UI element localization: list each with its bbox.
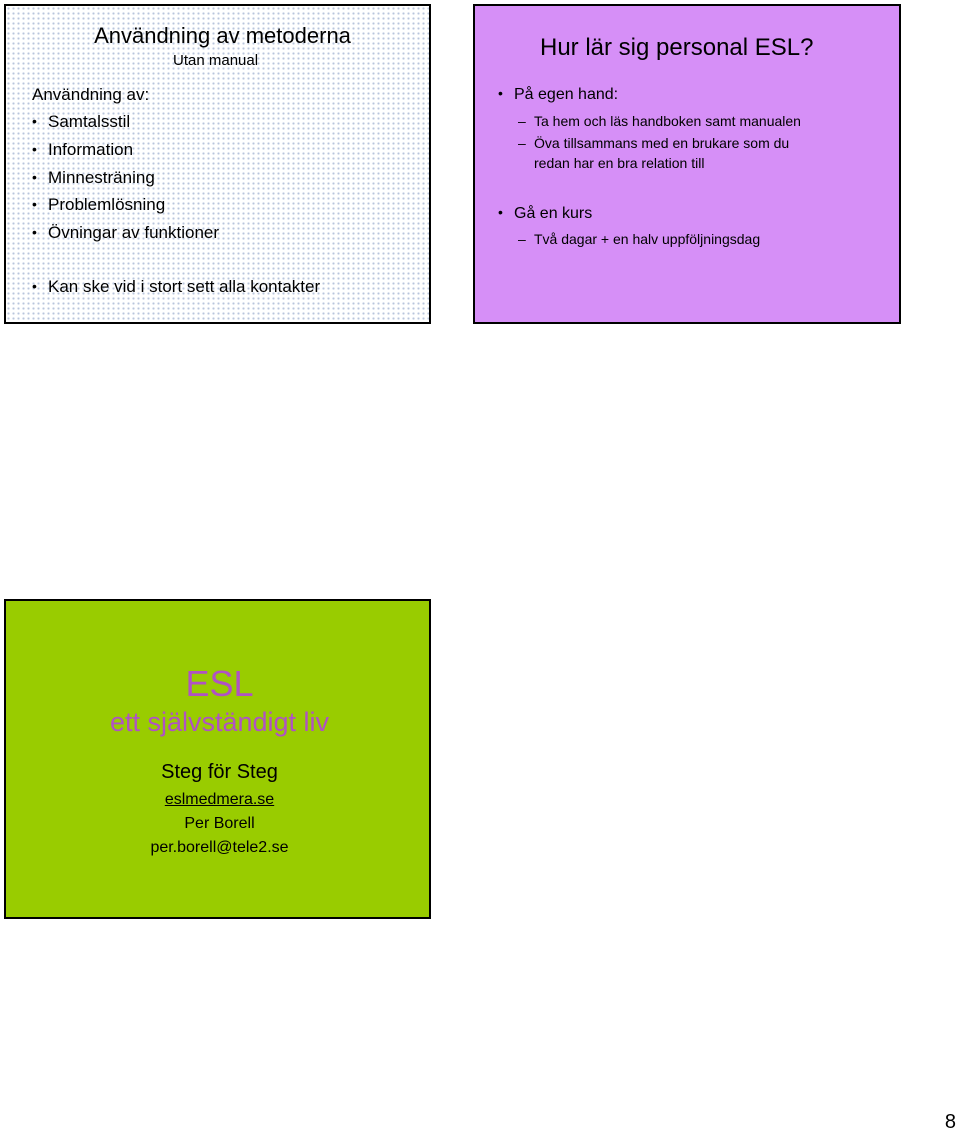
slide-title: Användning av metoderna	[94, 23, 351, 48]
bullet-icon: •	[32, 169, 37, 185]
dash-icon: –	[518, 231, 526, 247]
dash-icon: –	[518, 135, 526, 151]
slide-esl-title	[4, 599, 431, 919]
esl-title: ESL	[185, 663, 254, 704]
bullet-icon: •	[32, 224, 37, 240]
usage-heading: Användning av:	[32, 85, 150, 104]
bullet-icon: •	[32, 196, 37, 212]
bullet-icon: •	[32, 278, 37, 294]
dash-icon: –	[518, 113, 526, 129]
slide-staff-learning	[473, 4, 901, 324]
page-number: 8	[944, 1111, 956, 1133]
list-item: • Information	[32, 140, 134, 159]
bullet-icon: •	[498, 204, 503, 220]
author-name: Per Borell	[184, 815, 255, 832]
sub-item: – Två dagar + en halv uppföljningsdag	[518, 231, 761, 247]
slide-usage-methods	[4, 4, 431, 324]
list-item: • Övningar av funktioner	[32, 223, 220, 242]
list-item: • Samtalsstil	[32, 112, 131, 131]
footer-list-item: • Kan ske vid i stort sett alla kontakter	[32, 277, 321, 296]
bullet-item: • På egen hand:	[498, 85, 619, 103]
slide-title: Hur lär sig personal ESL?	[540, 34, 814, 61]
sub-item-continuation: redan har en bra relation till	[534, 155, 705, 171]
bullet-icon: •	[32, 113, 37, 129]
sub-item: – Öva tillsammans med en brukare som du	[518, 135, 790, 151]
list-item: • Problemlösning	[32, 195, 166, 214]
bullet-icon: •	[498, 85, 503, 101]
slide-subtitle: Utan manual	[173, 52, 259, 69]
bullet-icon: •	[32, 141, 37, 157]
tagline: Steg för Steg	[161, 761, 278, 783]
sub-item: – Ta hem och läs handboken samt manualen	[518, 113, 801, 129]
esl-subtitle: ett självständigt liv	[109, 707, 330, 737]
website-link[interactable]: eslmedmera.se	[164, 791, 275, 808]
website-link-row	[6, 791, 433, 809]
list-item: • Minnesträning	[32, 168, 155, 187]
bullet-item: • Gå en kurs	[498, 204, 593, 222]
author-email: per.borell@tele2.se	[150, 839, 289, 856]
